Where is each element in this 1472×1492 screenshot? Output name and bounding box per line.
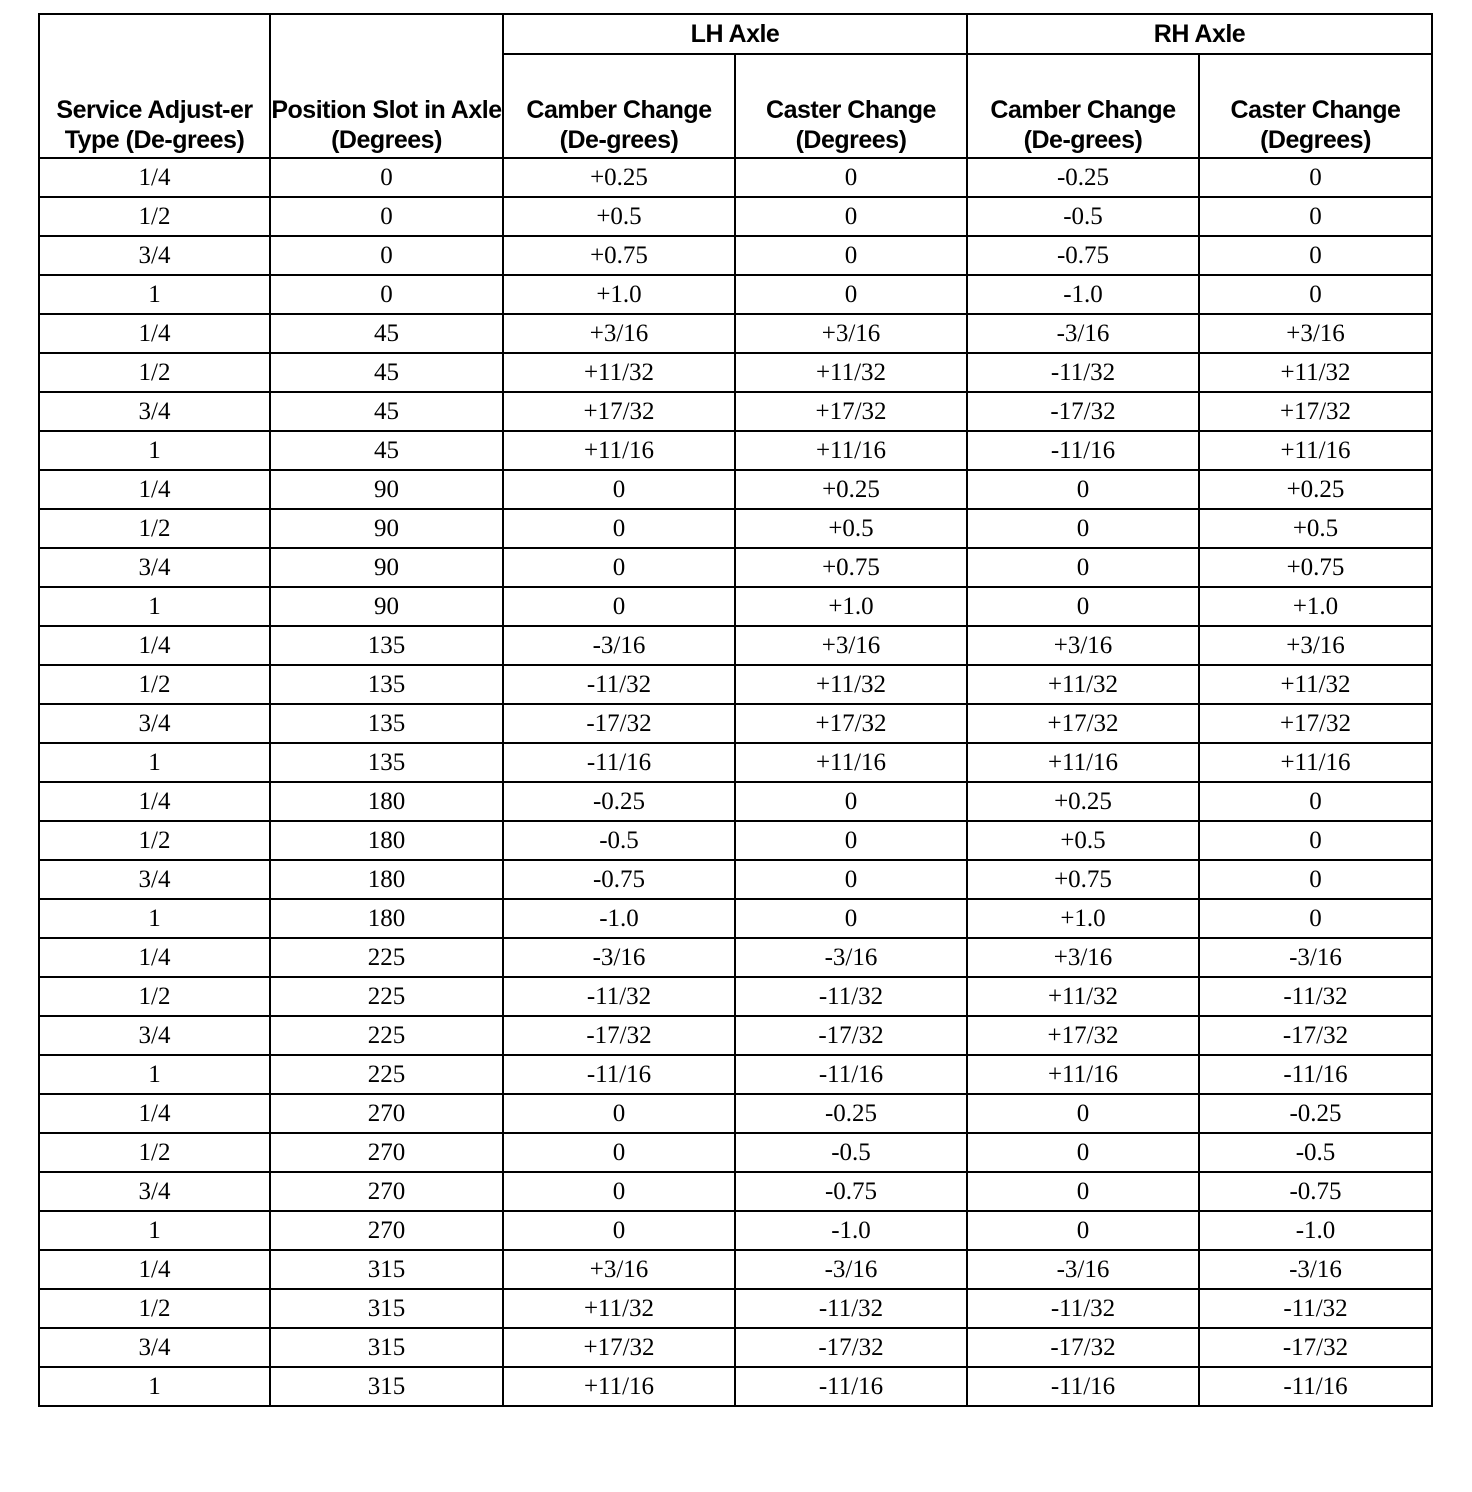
table-row: [39, 821, 1432, 860]
rh-camber-cell: +11/32: [967, 665, 1199, 704]
adjuster-type-cell: 1: [39, 1055, 270, 1094]
position-slot-cell: 315: [270, 1289, 503, 1328]
position-slot-cell: 225: [270, 938, 503, 977]
table-row: [39, 509, 1432, 548]
rh-camber-cell: -17/32: [967, 1328, 1199, 1367]
position-slot-cell: 135: [270, 704, 503, 743]
adjuster-type-cell: 1/4: [39, 470, 270, 509]
lh-caster-cell: 0: [735, 782, 967, 821]
adjuster-type-cell: 1: [39, 1211, 270, 1250]
table-row: [39, 626, 1432, 665]
lh-caster-cell: +3/16: [735, 314, 967, 353]
lh-caster-cell: +17/32: [735, 704, 967, 743]
adjuster-type-cell: 1/4: [39, 314, 270, 353]
rh-camber-cell: -11/32: [967, 1289, 1199, 1328]
position-slot-cell: 270: [270, 1133, 503, 1172]
rh-camber-cell: +11/32: [967, 977, 1199, 1016]
lh-camber-cell: +0.75: [503, 236, 735, 275]
lh-caster-cell: 0: [735, 197, 967, 236]
position-slot-cell: 225: [270, 1016, 503, 1055]
rh-camber-cell: -0.5: [967, 197, 1199, 236]
adjuster-type-cell: 3/4: [39, 1172, 270, 1211]
rh-camber-cell: +0.5: [967, 821, 1199, 860]
table-row: [39, 1133, 1432, 1172]
position-slot-cell: 0: [270, 236, 503, 275]
lh-camber-cell: +17/32: [503, 392, 735, 431]
lh-camber-cell: -11/16: [503, 1055, 735, 1094]
table-row: [39, 197, 1432, 236]
lh-caster-cell: +0.75: [735, 548, 967, 587]
rh-camber-cell: -1.0: [967, 275, 1199, 314]
rh-caster-cell: +17/32: [1199, 392, 1432, 431]
position-slot-cell: 90: [270, 470, 503, 509]
position-slot-cell: 90: [270, 509, 503, 548]
rh-caster-cell: -17/32: [1199, 1328, 1432, 1367]
adjuster-type-cell: 1: [39, 743, 270, 782]
position-slot-cell: 180: [270, 899, 503, 938]
lh-caster-cell: +0.5: [735, 509, 967, 548]
lh-caster-cell: +17/32: [735, 392, 967, 431]
lh-caster-cell: -11/32: [735, 1289, 967, 1328]
rh-caster-cell: +0.75: [1199, 548, 1432, 587]
lh-camber-cell: 0: [503, 470, 735, 509]
rh-caster-cell: +11/32: [1199, 353, 1432, 392]
rh-camber-cell: -0.75: [967, 236, 1199, 275]
table-row: [39, 860, 1432, 899]
header-lh-axle: LH Axle: [503, 14, 967, 54]
adjuster-type-cell: 3/4: [39, 236, 270, 275]
lh-camber-cell: -3/16: [503, 938, 735, 977]
position-slot-cell: 90: [270, 548, 503, 587]
rh-camber-cell: +17/32: [967, 704, 1199, 743]
adjuster-type-cell: 1/4: [39, 158, 270, 197]
adjuster-type-cell: 1/2: [39, 665, 270, 704]
lh-camber-cell: -11/16: [503, 743, 735, 782]
rh-camber-cell: +17/32: [967, 1016, 1199, 1055]
table-row: [39, 665, 1432, 704]
adjuster-type-cell: 1/4: [39, 1094, 270, 1133]
rh-camber-cell: 0: [967, 548, 1199, 587]
table-row: [39, 392, 1432, 431]
lh-caster-cell: +11/32: [735, 353, 967, 392]
adjuster-type-cell: 1/4: [39, 626, 270, 665]
lh-caster-cell: -3/16: [735, 1250, 967, 1289]
rh-camber-cell: 0: [967, 1094, 1199, 1133]
rh-caster-cell: 0: [1199, 782, 1432, 821]
rh-caster-cell: -3/16: [1199, 1250, 1432, 1289]
lh-caster-cell: -3/16: [735, 938, 967, 977]
position-slot-cell: 315: [270, 1367, 503, 1406]
rh-caster-cell: +0.5: [1199, 509, 1432, 548]
rh-camber-cell: +11/16: [967, 1055, 1199, 1094]
adjuster-type-cell: 3/4: [39, 392, 270, 431]
lh-camber-cell: 0: [503, 1094, 735, 1133]
lh-camber-cell: +11/16: [503, 431, 735, 470]
lh-camber-cell: 0: [503, 1172, 735, 1211]
adjuster-type-cell: 3/4: [39, 548, 270, 587]
table-row: [39, 1250, 1432, 1289]
lh-caster-cell: -11/32: [735, 977, 967, 1016]
lh-camber-cell: -11/32: [503, 665, 735, 704]
lh-caster-cell: -17/32: [735, 1016, 967, 1055]
lh-camber-cell: +3/16: [503, 314, 735, 353]
rh-camber-cell: +11/16: [967, 743, 1199, 782]
adjuster-type-cell: 1/2: [39, 509, 270, 548]
rh-camber-cell: +0.25: [967, 782, 1199, 821]
table-row: [39, 431, 1432, 470]
position-slot-cell: 45: [270, 314, 503, 353]
rh-camber-cell: 0: [967, 509, 1199, 548]
rh-camber-cell: 0: [967, 1133, 1199, 1172]
rh-camber-cell: +0.75: [967, 860, 1199, 899]
header-rh-axle: RH Axle: [967, 14, 1432, 54]
header-rh-caster: Caster Change (Degrees): [1199, 54, 1432, 158]
lh-caster-cell: 0: [735, 236, 967, 275]
position-slot-cell: 45: [270, 431, 503, 470]
adjuster-type-cell: 1/4: [39, 782, 270, 821]
adjuster-type-cell: 1/4: [39, 1250, 270, 1289]
adjuster-specification-table: [38, 13, 1433, 1407]
table-row: [39, 1367, 1432, 1406]
lh-camber-cell: -17/32: [503, 1016, 735, 1055]
lh-camber-cell: -17/32: [503, 704, 735, 743]
lh-camber-cell: -11/32: [503, 977, 735, 1016]
lh-caster-cell: +11/16: [735, 431, 967, 470]
table-row: [39, 782, 1432, 821]
table-row: [39, 587, 1432, 626]
position-slot-cell: 225: [270, 1055, 503, 1094]
adjuster-type-cell: 3/4: [39, 860, 270, 899]
position-slot-cell: 135: [270, 665, 503, 704]
table-row: [39, 275, 1432, 314]
rh-caster-cell: -17/32: [1199, 1016, 1432, 1055]
position-slot-cell: 90: [270, 587, 503, 626]
position-slot-cell: 135: [270, 626, 503, 665]
rh-camber-cell: -3/16: [967, 314, 1199, 353]
rh-caster-cell: +0.25: [1199, 470, 1432, 509]
table-row: [39, 314, 1432, 353]
position-slot-cell: 180: [270, 821, 503, 860]
header-lh-camber: Camber Change (De-grees): [503, 54, 735, 158]
adjuster-type-cell: 1/2: [39, 977, 270, 1016]
adjuster-type-cell: 1: [39, 1367, 270, 1406]
rh-camber-cell: -11/32: [967, 353, 1199, 392]
table-row: [39, 704, 1432, 743]
position-slot-cell: 45: [270, 353, 503, 392]
header-lh-caster: Caster Change (Degrees): [735, 54, 967, 158]
table-row: [39, 236, 1432, 275]
rh-camber-cell: +3/16: [967, 938, 1199, 977]
position-slot-cell: 0: [270, 197, 503, 236]
rh-caster-cell: -11/16: [1199, 1367, 1432, 1406]
rh-camber-cell: 0: [967, 587, 1199, 626]
lh-camber-cell: +11/16: [503, 1367, 735, 1406]
rh-caster-cell: 0: [1199, 821, 1432, 860]
rh-caster-cell: 0: [1199, 899, 1432, 938]
rh-caster-cell: -1.0: [1199, 1211, 1432, 1250]
lh-caster-cell: 0: [735, 860, 967, 899]
rh-caster-cell: +3/16: [1199, 314, 1432, 353]
rh-caster-cell: +1.0: [1199, 587, 1432, 626]
table-row: [39, 1094, 1432, 1133]
lh-camber-cell: +17/32: [503, 1328, 735, 1367]
lh-camber-cell: +1.0: [503, 275, 735, 314]
lh-camber-cell: -0.5: [503, 821, 735, 860]
table-row: [39, 1172, 1432, 1211]
position-slot-cell: 0: [270, 275, 503, 314]
lh-camber-cell: 0: [503, 587, 735, 626]
table-row: [39, 158, 1432, 197]
adjuster-type-cell: 1: [39, 587, 270, 626]
position-slot-cell: 270: [270, 1172, 503, 1211]
lh-camber-cell: 0: [503, 548, 735, 587]
lh-caster-cell: -0.25: [735, 1094, 967, 1133]
rh-camber-cell: +1.0: [967, 899, 1199, 938]
position-slot-cell: 270: [270, 1211, 503, 1250]
rh-camber-cell: 0: [967, 470, 1199, 509]
position-slot-cell: 315: [270, 1250, 503, 1289]
lh-caster-cell: +0.25: [735, 470, 967, 509]
rh-caster-cell: 0: [1199, 158, 1432, 197]
header-adjuster-type: Service Adjust-er Type (De-grees): [39, 14, 270, 158]
rh-caster-cell: +11/16: [1199, 743, 1432, 782]
lh-caster-cell: 0: [735, 899, 967, 938]
rh-caster-cell: 0: [1199, 197, 1432, 236]
lh-caster-cell: -11/16: [735, 1367, 967, 1406]
rh-camber-cell: -11/16: [967, 431, 1199, 470]
table-row: [39, 1016, 1432, 1055]
lh-caster-cell: -11/16: [735, 1055, 967, 1094]
adjuster-type-cell: 1: [39, 275, 270, 314]
table-row: [39, 548, 1432, 587]
rh-caster-cell: +11/16: [1199, 431, 1432, 470]
rh-camber-cell: 0: [967, 1211, 1199, 1250]
rh-caster-cell: -3/16: [1199, 938, 1432, 977]
lh-caster-cell: -0.75: [735, 1172, 967, 1211]
lh-camber-cell: +11/32: [503, 353, 735, 392]
position-slot-cell: 45: [270, 392, 503, 431]
rh-camber-cell: -17/32: [967, 392, 1199, 431]
lh-camber-cell: +3/16: [503, 1250, 735, 1289]
table-row: [39, 1328, 1432, 1367]
position-slot-cell: 180: [270, 782, 503, 821]
rh-caster-cell: -0.25: [1199, 1094, 1432, 1133]
rh-camber-cell: 0: [967, 1172, 1199, 1211]
rh-caster-cell: 0: [1199, 275, 1432, 314]
lh-camber-cell: -0.25: [503, 782, 735, 821]
position-slot-cell: 225: [270, 977, 503, 1016]
rh-caster-cell: 0: [1199, 860, 1432, 899]
rh-camber-cell: +3/16: [967, 626, 1199, 665]
adjuster-type-cell: 1: [39, 899, 270, 938]
table-row: [39, 977, 1432, 1016]
lh-camber-cell: -1.0: [503, 899, 735, 938]
rh-caster-cell: -11/32: [1199, 1289, 1432, 1328]
adjuster-type-cell: 1/2: [39, 821, 270, 860]
lh-caster-cell: -1.0: [735, 1211, 967, 1250]
table-row: [39, 938, 1432, 977]
header-position-slot: Position Slot in Axle (Degrees): [270, 14, 503, 158]
position-slot-cell: 180: [270, 860, 503, 899]
lh-caster-cell: +11/16: [735, 743, 967, 782]
lh-caster-cell: +11/32: [735, 665, 967, 704]
lh-caster-cell: 0: [735, 821, 967, 860]
table-body: [39, 158, 1432, 1406]
table-row: [39, 1289, 1432, 1328]
adjuster-type-cell: 1/2: [39, 1289, 270, 1328]
table-row: [39, 353, 1432, 392]
lh-camber-cell: -0.75: [503, 860, 735, 899]
rh-caster-cell: +17/32: [1199, 704, 1432, 743]
lh-camber-cell: +0.5: [503, 197, 735, 236]
lh-camber-cell: 0: [503, 509, 735, 548]
rh-camber-cell: -11/16: [967, 1367, 1199, 1406]
lh-caster-cell: +3/16: [735, 626, 967, 665]
adjuster-type-cell: 3/4: [39, 704, 270, 743]
rh-caster-cell: +3/16: [1199, 626, 1432, 665]
lh-camber-cell: 0: [503, 1133, 735, 1172]
adjuster-type-cell: 1/2: [39, 353, 270, 392]
table-row: [39, 899, 1432, 938]
rh-caster-cell: 0: [1199, 236, 1432, 275]
rh-caster-cell: +11/32: [1199, 665, 1432, 704]
position-slot-cell: 0: [270, 158, 503, 197]
table-row: [39, 1055, 1432, 1094]
lh-caster-cell: +1.0: [735, 587, 967, 626]
adjuster-type-cell: 3/4: [39, 1016, 270, 1055]
lh-camber-cell: 0: [503, 1211, 735, 1250]
rh-caster-cell: -11/32: [1199, 977, 1432, 1016]
adjuster-type-cell: 1/2: [39, 1133, 270, 1172]
lh-camber-cell: +11/32: [503, 1289, 735, 1328]
lh-caster-cell: 0: [735, 275, 967, 314]
table-row: [39, 743, 1432, 782]
adjuster-type-cell: 3/4: [39, 1328, 270, 1367]
adjuster-type-cell: 1: [39, 431, 270, 470]
table-row: [39, 1211, 1432, 1250]
rh-camber-cell: -3/16: [967, 1250, 1199, 1289]
rh-caster-cell: -11/16: [1199, 1055, 1432, 1094]
rh-caster-cell: -0.5: [1199, 1133, 1432, 1172]
lh-camber-cell: -3/16: [503, 626, 735, 665]
header-rh-camber: Camber Change (De-grees): [967, 54, 1199, 158]
adjuster-type-cell: 1/4: [39, 938, 270, 977]
position-slot-cell: 270: [270, 1094, 503, 1133]
table-row: [39, 470, 1432, 509]
position-slot-cell: 315: [270, 1328, 503, 1367]
rh-caster-cell: -0.75: [1199, 1172, 1432, 1211]
lh-camber-cell: +0.25: [503, 158, 735, 197]
lh-caster-cell: -0.5: [735, 1133, 967, 1172]
lh-caster-cell: -17/32: [735, 1328, 967, 1367]
adjuster-type-cell: 1/2: [39, 197, 270, 236]
header-group-row: [39, 14, 1432, 54]
rh-camber-cell: -0.25: [967, 158, 1199, 197]
lh-caster-cell: 0: [735, 158, 967, 197]
position-slot-cell: 135: [270, 743, 503, 782]
table-header: [39, 14, 1432, 158]
